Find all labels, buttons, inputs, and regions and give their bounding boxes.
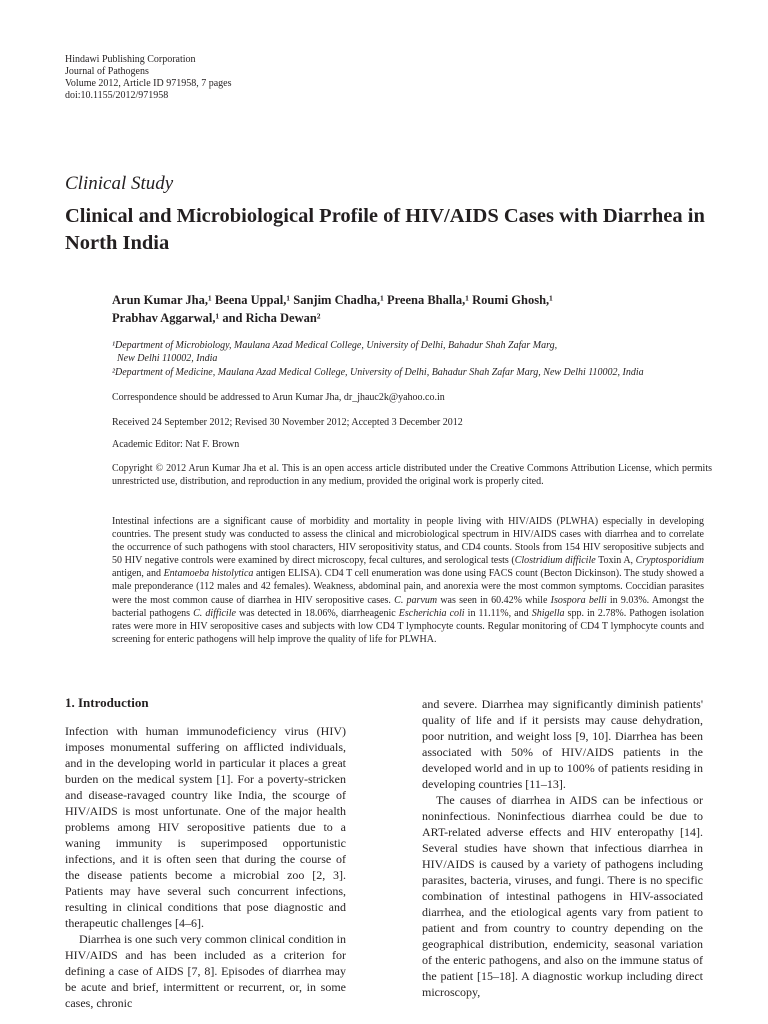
affiliation-1-line-1: ¹Department of Microbiology, Maulana Azad Medical College, University of Delhi, Bahadur Shah Zafar Marg, xyxy=(112,340,558,351)
abstract-organism: Clostridium difficile xyxy=(514,555,596,567)
abstract-organism: Isospora belli xyxy=(550,594,607,606)
received-dates: Received 24 September 2012; Revised 30 November 2012; Accepted 3 December 2012 xyxy=(112,417,463,428)
abstract-text: Toxin A, xyxy=(595,555,636,567)
body-column-right xyxy=(422,696,703,1000)
journal-header xyxy=(65,54,231,102)
authors-line-1: Arun Kumar Jha,¹ Beena Uppal,¹ Sanjim Chadha,¹ Preena Bhalla,¹ Roumi Ghosh,¹ xyxy=(112,293,553,307)
authors-line-2: Prabhav Aggarwal,¹ and Richa Dewan² xyxy=(112,311,321,325)
abstract-text: in 9.03%. Amongst the bacterial pathogens xyxy=(112,594,704,619)
abstract-organism: Entamoeba histolytica xyxy=(163,568,254,580)
academic-editor: Academic Editor: Nat F. Brown xyxy=(112,439,240,450)
abstract-organism: Shigella xyxy=(531,607,565,619)
doi: doi:10.1155/2012/971958 xyxy=(65,90,169,101)
section-heading-introduction: 1. Introduction xyxy=(65,695,149,710)
abstract-text: spp. in 2.78%. Pathogen isolation rates were more in HIV seropositive cases and subjects with low CD4 T lymphocyte counts. Regular monitoring of CD4 T lymphocyte counts and screening for enteric pathogens will help improve the quality of life for PLWHA. xyxy=(112,607,705,645)
abstract xyxy=(112,515,704,646)
abstract-organism: Cryptosporidium xyxy=(635,555,705,567)
abstract-text: antigen ELISA). CD4 T cell enumeration was done using FACS count (Becton Dickinson). The study showed a male preponderance (112 males and 42 females). Weakness, abdominal pain, and anorexia were the most common symptoms. Coccidian parasites were the most common cause of diarrhea in HIV seropositive cases. xyxy=(112,568,704,606)
abstract-text: antigen, and xyxy=(112,568,164,580)
journal-name: Journal of Pathogens xyxy=(65,66,149,77)
article-category: Clinical Study xyxy=(65,173,174,194)
publisher-name: Hindawi Publishing Corporation xyxy=(65,54,196,65)
paragraph: Infection with human immunodeficiency virus (HIV) imposes monumental suffering on afflicted individuals, and in the developing world in particular it places a great burden on the medical system [1]. For a poverty-stricken and disease-ravaged country like India, the scourge of HIV/AIDS is most unfortunate. One of the major health problems among HIV seropositive patients due to a waning immunity is superimposed opportunistic infections, and it is often seen that during the course of the disease patients become a microbial zoo [2, 3]. Patients may have several such concurrent infections, resulting in clinical conditions that pose diagnostic and therapeutic challenges [4–6]. xyxy=(65,724,346,930)
abstract-text: in 11.11%, and xyxy=(464,607,532,619)
correspondence: Correspondence should be addressed to Arun Kumar Jha, dr_jhauc2k@yahoo.co.in xyxy=(112,392,445,403)
volume-info: Volume 2012, Article ID 971958, 7 pages xyxy=(65,78,232,89)
abstract-organism: Escherichia coli xyxy=(398,607,465,619)
paragraph: The causes of diarrhea in AIDS can be infectious or noninfectious. Noninfectious diarrhea could be due to ART-related adverse effects and HIV enteropathy [14]. Several studies have shown that infectious diarrhea in HIV/AIDS is caused by a variety of pathogens including parasites, bacteria, viruses, and fungi. There is no specific combination of intestinal pathogens in HIV-associated diarrhea, and the etiological agents vary from patient to patient and from country to country depending on the geographical distribution, endemicity, seasonal variation of the enteric pathogens, and also on the immune status of the patient [15–18]. A diagnostic workup including direct microscopy, xyxy=(422,793,703,999)
abstract-text: Intestinal infections are a significant cause of morbidity and mortality in people living with HIV/AIDS (PLWHA) especially in developing countries. The present study was conducted to assess the clinical and microbiological spectrum in HIV/AIDS cases with diarrhea and to correlate the occurrence of such pathogens with stool characters, HIV seropositivity status, and CD4 counts. Stools from 154 HIV seropositive subjects and 50 HIV negative controls were examined by direct microscopy, fecal cultures, and serological tests ( xyxy=(112,516,704,567)
copyright-notice: Copyright © 2012 Arun Kumar Jha et al. This is an open access article distributed under the Creative Commons Attribution License, which permits unrestricted use, distribution, and reproduction in any medium, provided the original work is properly cited. xyxy=(112,463,712,487)
affiliation-2: ²Department of Medicine, Maulana Azad Medical College, University of Delhi, Bahadur Shah Zafar Marg, New Delhi 110002, India xyxy=(112,367,644,378)
author-list xyxy=(112,291,712,327)
affiliation-1 xyxy=(112,339,712,365)
article-title: Clinical and Microbiological Profile of HIV/AIDS Cases with Diarrhea in North India xyxy=(65,205,705,254)
abstract-organism: C. difficile xyxy=(193,607,236,619)
abstract-text: was detected in 18.06%, diarrheagenic xyxy=(235,607,399,619)
abstract-organism: C. parvum xyxy=(394,594,438,606)
paragraph: Diarrhea is one such very common clinical condition in HIV/AIDS and has been included as a criterion for defining a case of AIDS [7, 8]. Episodes of diarrhea may be acute and brief, intermittent or recurrent, or, in some cases, chronic xyxy=(65,932,346,1010)
paragraph: and severe. Diarrhea may significantly diminish patients' quality of life and if it persists may cause dehydration, poor nutrition, and weight loss [9, 10]. Diarrhea has been associated with 50% of HIV/AIDS patients in the developed world and in up to 100% of patients residing in developing countries [11–13]. xyxy=(422,697,703,791)
affiliation-1-line-2: New Delhi 110002, India xyxy=(117,353,218,364)
body-column-left xyxy=(65,723,346,1011)
abstract-text: was seen in 60.42% while xyxy=(437,594,551,606)
